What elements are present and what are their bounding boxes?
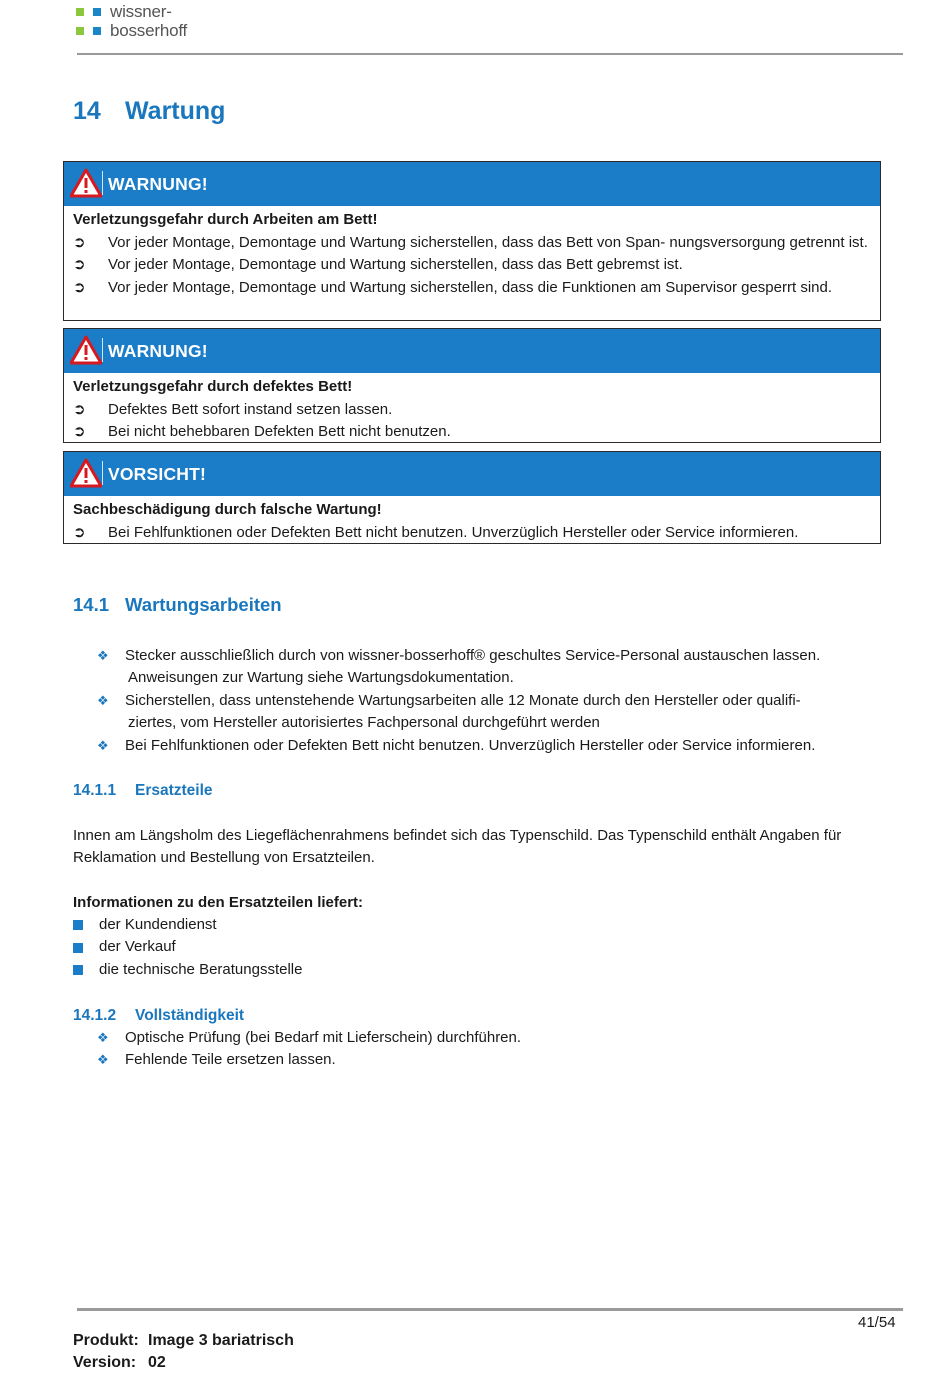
info-heading: Informationen zu den Ersatzteilen liefert: [73, 894, 364, 911]
header-separator [102, 171, 103, 195]
caution-subtitle: Sachbeschädigung durch falsche Wartung! [73, 501, 382, 518]
caution-item: ➲ Bei Fehlfunktionen oder Defekten Bett nicht benutzen. Unverzüglich Hersteller oder Service informieren. [73, 522, 880, 545]
warning-triangle-icon [70, 458, 102, 488]
diamond-bullet-icon: ❖ [97, 737, 109, 753]
subsection-heading-vollstaendigkeit [73, 1007, 244, 1025]
warning-header [64, 162, 880, 206]
chapter-heading [73, 97, 225, 126]
info-list [73, 914, 302, 981]
list-item-continuation: Anweisungen zur Wartung siehe Wartungsdokumentation. [128, 669, 514, 687]
caution-header [64, 452, 880, 496]
logo-square-green [76, 8, 84, 16]
logo-square-blue [93, 8, 101, 16]
subsection-number: 14.1.2 [73, 1007, 117, 1024]
diamond-bullet-icon: ❖ [97, 648, 109, 663]
square-bullet-icon [73, 920, 83, 930]
subsection-number: 14.1.1 [73, 782, 117, 799]
subsection-title: Vollständigkeit [135, 1007, 245, 1024]
warning-title: WARNUNG! [108, 173, 208, 194]
ersatzteile-paragraph: Innen am Längsholm des Liegeflächenrahmens befindet sich das Typenschild. Das Typenschild enthält Angaben für Reklamation und Bestellung von Ersatzteilen. [73, 827, 842, 867]
warning-item: ➲ Vor jeder Montage, Demontage und Wartung sicherstellen, dass das Bett gebremst ist. [73, 254, 880, 277]
caution-title: VORSICHT! [108, 463, 207, 484]
list-item: ❖ Bei Fehlfunktionen oder Defekten Bett nicht benutzen. Unverzüglich Hersteller oder Service informieren. [97, 735, 887, 757]
diamond-bullet-icon: ❖ [97, 1030, 109, 1045]
warning-subtitle: Verletzungsgefahr durch Arbeiten am Bett! [73, 211, 378, 228]
chapter-title: Wartung [125, 97, 226, 125]
subsection-title: Ersatzteile [135, 782, 213, 799]
square-bullet-icon [73, 943, 83, 953]
warning-box [63, 161, 881, 321]
header-divider [77, 53, 903, 55]
logo-text-line2: bosserhoff [110, 21, 188, 40]
chapter-number: 14 [73, 97, 101, 125]
logo-square-green [76, 27, 84, 35]
arrow-bullet-icon: ➲ [73, 400, 86, 418]
subsection-heading-ersatzteile [73, 782, 213, 800]
arrow-bullet-icon: ➲ [73, 256, 86, 273]
section-number: 14.1 [73, 594, 110, 615]
section-heading [73, 594, 282, 616]
list-item: ❖ Sicherstellen, dass untenstehende Wartungsarbeiten alle 12 Monate durch den Hersteller oder qualifi- [97, 690, 887, 712]
arrow-bullet-icon: ➲ [73, 423, 86, 440]
list-item: ❖ Optische Prüfung (bei Bedarf mit Lieferschein) durchführen. [97, 1027, 887, 1049]
logo-square-blue [93, 27, 101, 35]
diamond-bullet-icon: ❖ [97, 692, 109, 708]
section-list [97, 645, 887, 757]
caution-box [63, 451, 881, 544]
list-item: die technische Beratungsstelle [73, 959, 302, 981]
version-value: 02 [148, 1354, 166, 1371]
header-separator [102, 461, 103, 485]
list-item: ❖ Stecker ausschließlich durch von wissner-bosserhoff® geschultes Service-Personal austauschen lassen. [97, 645, 887, 667]
footer-product [73, 1332, 294, 1350]
logo-text-line1: wissner- [110, 2, 172, 21]
warning-item: ➲ Bei nicht behebbaren Defekten Bett nicht benutzen. [73, 421, 880, 444]
page-number: 41/54 [858, 1314, 896, 1331]
warning-title: WARNUNG! [108, 340, 208, 361]
footer-version [73, 1354, 166, 1372]
warning-item: ➲ Defektes Bett sofort instand setzen lassen. [73, 399, 880, 422]
arrow-bullet-icon: ➲ [73, 523, 86, 541]
header-separator [102, 338, 103, 362]
version-label: Version: [73, 1354, 137, 1371]
list-item: der Kundendienst [73, 914, 302, 936]
warning-header [64, 329, 880, 373]
square-bullet-icon [73, 965, 83, 975]
list-item: der Verkauf [73, 936, 302, 958]
section-title: Wartungsarbeiten [125, 594, 282, 615]
warning-box [63, 328, 881, 443]
diamond-bullet-icon: ❖ [97, 1052, 109, 1068]
warning-triangle-icon [70, 168, 102, 198]
arrow-bullet-icon: ➲ [73, 233, 86, 251]
arrow-bullet-icon: ➲ [73, 278, 86, 296]
warning-item: ➲ Vor jeder Montage, Demontage und Wartung sicherstellen, dass das Bett von Span- nungsversorgung getrennt ist. [73, 232, 880, 255]
vollstaendigkeit-list [97, 1027, 887, 1072]
footer-divider [77, 1308, 903, 1311]
list-item: ❖ Fehlende Teile ersetzen lassen. [97, 1049, 887, 1071]
product-value: Image 3 bariatrisch [148, 1332, 294, 1349]
warning-item: ➲ Vor jeder Montage, Demontage und Wartung sicherstellen, dass die Funktionen am Supervisor gesperrt sind. [73, 277, 880, 300]
warning-subtitle: Verletzungsgefahr durch defektes Bett! [73, 378, 353, 395]
product-label: Produkt: [73, 1332, 139, 1349]
list-item-continuation: ziertes, vom Hersteller autorisiertes Fachpersonal durchgeführt werden [128, 714, 600, 732]
warning-triangle-icon [70, 335, 102, 365]
company-logo [76, 2, 187, 40]
